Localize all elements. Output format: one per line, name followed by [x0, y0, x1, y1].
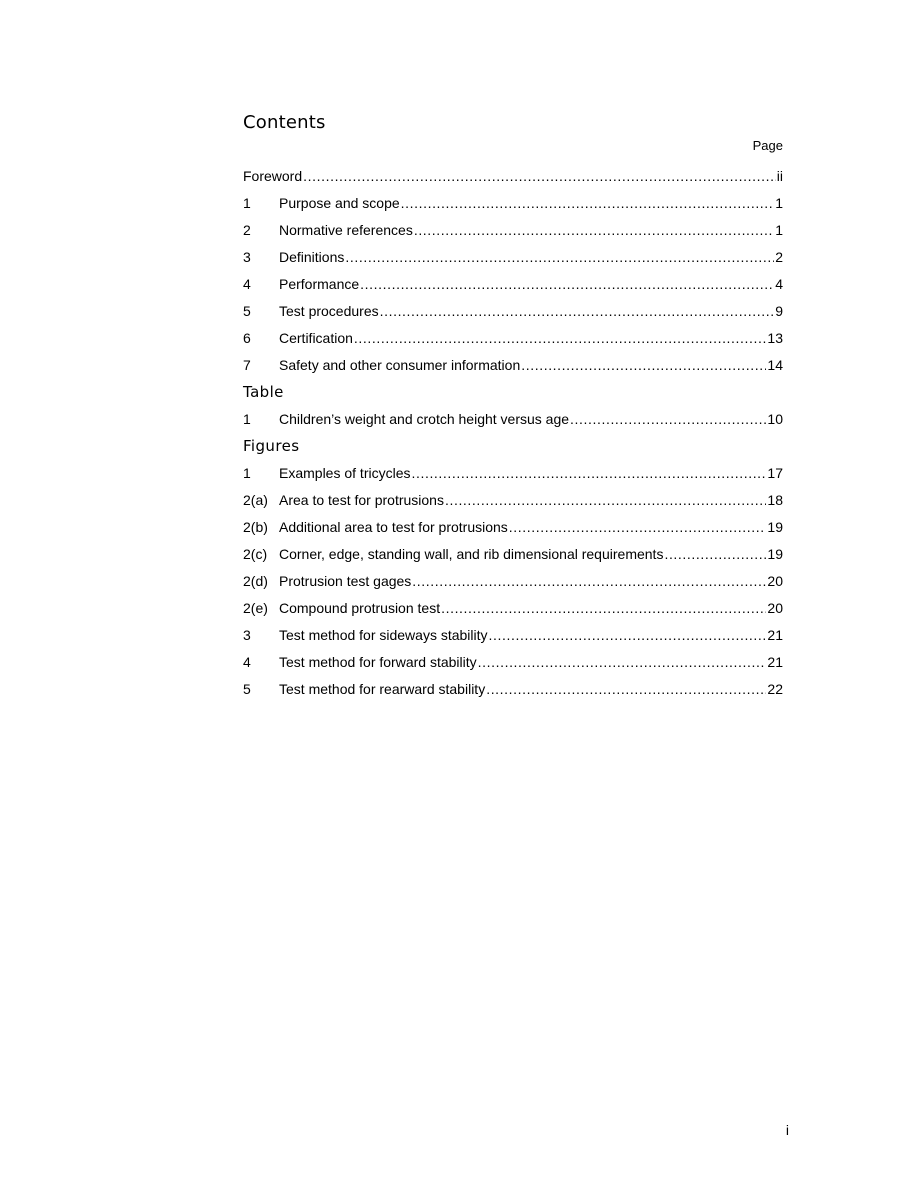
- toc-entry-number: 2(d): [243, 573, 268, 589]
- toc-entry[interactable]: [243, 275, 783, 302]
- toc-entry[interactable]: [243, 194, 783, 221]
- toc-entry-title: Normative references: [279, 222, 413, 238]
- table-of-contents: [243, 167, 783, 707]
- toc-dot-leader: [360, 275, 774, 293]
- toc-entry[interactable]: [243, 302, 783, 329]
- toc-entry-page: 4: [775, 276, 783, 292]
- toc-entry-number: 4: [243, 654, 251, 670]
- toc-entry-title: Foreword: [243, 168, 303, 184]
- toc-dot-leader: [412, 572, 766, 590]
- toc-entry-title: Definitions: [279, 249, 345, 265]
- toc-figure-entry[interactable]: [243, 545, 783, 572]
- toc-entry-page: 2: [775, 249, 783, 265]
- page-title: Contents: [243, 112, 326, 133]
- toc-entry-page: 17: [767, 465, 783, 481]
- toc-entry-page: 9: [775, 303, 783, 319]
- toc-entry-page: 21: [767, 627, 783, 643]
- toc-dot-leader: [445, 491, 766, 509]
- toc-entry-title: Certification: [279, 330, 353, 346]
- figure-entries: [243, 464, 783, 707]
- toc-dot-leader: [570, 410, 766, 428]
- toc-entry-number: 2(e): [243, 600, 268, 616]
- toc-figure-entry[interactable]: [243, 491, 783, 518]
- toc-entry-page: 14: [767, 357, 783, 373]
- toc-entry[interactable]: [243, 221, 783, 248]
- toc-entry-page: 13: [767, 330, 783, 346]
- toc-dot-leader: [489, 626, 767, 644]
- toc-entry-number: 2: [243, 222, 251, 238]
- toc-entry-title: Test method for forward stability: [279, 654, 477, 670]
- page-column-label: Page: [752, 138, 783, 153]
- toc-dot-leader: [380, 302, 775, 320]
- toc-entry-title: Test method for rearward stability: [279, 681, 486, 697]
- toc-entry-number: 1: [243, 411, 251, 427]
- toc-entry-title: Test procedures: [279, 303, 379, 319]
- toc-entry-title: Safety and other consumer information: [279, 357, 521, 373]
- table-heading: Table: [243, 383, 284, 401]
- toc-figure-entry[interactable]: [243, 626, 783, 653]
- toc-entry-page: 20: [767, 600, 783, 616]
- toc-dot-leader: [303, 167, 776, 185]
- toc-entry-page: 21: [767, 654, 783, 670]
- toc-entry-number: 3: [243, 249, 251, 265]
- table-entries: [243, 410, 783, 437]
- toc-dot-leader: [414, 221, 774, 239]
- toc-entry[interactable]: [243, 248, 783, 275]
- toc-dot-leader: [345, 248, 774, 266]
- toc-entry[interactable]: [243, 167, 783, 194]
- toc-entry-title: Compound protrusion test: [279, 600, 441, 616]
- toc-dot-leader: [411, 464, 766, 482]
- toc-entry-title: Children’s weight and crotch height versus age: [279, 411, 570, 427]
- toc-entry-number: 1: [243, 195, 251, 211]
- toc-entry-number: 2(a): [243, 492, 268, 508]
- toc-entry-page: 1: [775, 195, 783, 211]
- toc-dot-leader: [401, 194, 775, 212]
- figures-heading: Figures: [243, 437, 300, 455]
- toc-entry-page: ii: [776, 168, 783, 184]
- toc-dot-leader: [441, 599, 766, 617]
- toc-entry-title: Examples of tricycles: [279, 465, 411, 481]
- toc-figure-entry[interactable]: [243, 518, 783, 545]
- toc-entry-number: 1: [243, 465, 251, 481]
- toc-entry-title: Purpose and scope: [279, 195, 400, 211]
- toc-entry-title: Area to test for protrusions: [279, 492, 444, 508]
- toc-entry-number: 5: [243, 681, 251, 697]
- toc-entry-title: Additional area to test for protrusions: [279, 519, 508, 535]
- toc-entry-page: 18: [767, 492, 783, 508]
- toc-entry[interactable]: [243, 329, 783, 356]
- footer-page-number: i: [785, 1122, 789, 1138]
- toc-dot-leader: [354, 329, 767, 347]
- toc-figure-entry[interactable]: [243, 464, 783, 491]
- toc-entry-title: Test method for sideways stability: [279, 627, 488, 643]
- toc-entry-number: 3: [243, 627, 251, 643]
- toc-entry-title: Protrusion test gages: [279, 573, 412, 589]
- toc-entry-number: 5: [243, 303, 251, 319]
- contents-entries: [243, 167, 783, 383]
- toc-entry-title: Corner, edge, standing wall, and rib dimensional requirements: [279, 546, 664, 562]
- toc-dot-leader: [521, 356, 766, 374]
- toc-entry-number: 2(b): [243, 519, 268, 535]
- toc-dot-leader: [486, 680, 766, 698]
- toc-entry-number: 4: [243, 276, 251, 292]
- toc-entry-number: 7: [243, 357, 251, 373]
- toc-table-entry[interactable]: [243, 410, 783, 437]
- toc-entry-page: 1: [775, 222, 783, 238]
- toc-figure-entry[interactable]: [243, 572, 783, 599]
- toc-figure-entry[interactable]: [243, 653, 783, 680]
- toc-entry-title: Performance: [279, 276, 360, 292]
- toc-entry-page: 20: [767, 573, 783, 589]
- toc-dot-leader: [509, 518, 767, 536]
- toc-figure-entry[interactable]: [243, 680, 783, 707]
- toc-figure-entry[interactable]: [243, 599, 783, 626]
- toc-entry-page: 22: [767, 681, 783, 697]
- toc-entry-page: 19: [767, 546, 783, 562]
- toc-entry-number: 2(c): [243, 546, 268, 562]
- toc-entry-number: 6: [243, 330, 251, 346]
- toc-entry-page: 10: [767, 411, 783, 427]
- toc-entry-page: 19: [767, 519, 783, 535]
- toc-dot-leader: [664, 545, 766, 563]
- toc-entry[interactable]: [243, 356, 783, 383]
- toc-dot-leader: [478, 653, 767, 671]
